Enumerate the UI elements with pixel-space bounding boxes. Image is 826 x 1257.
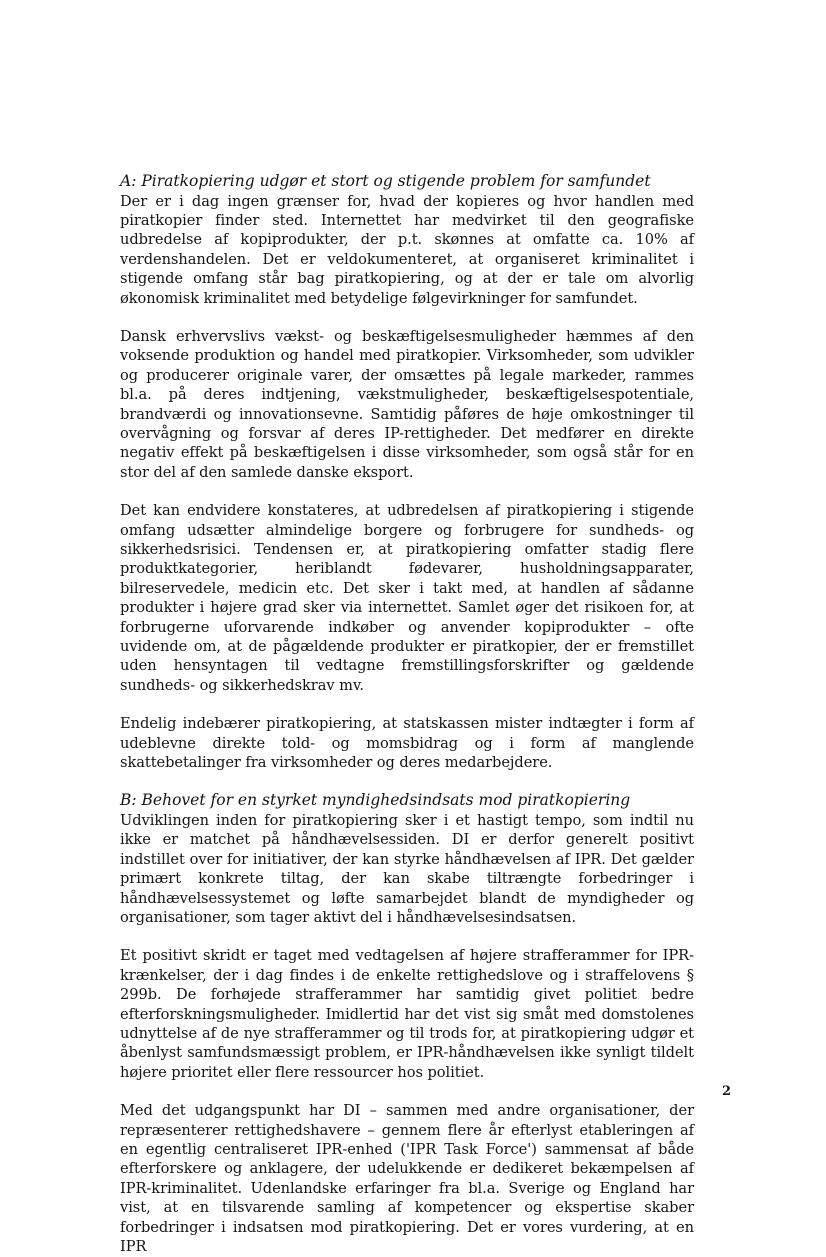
section-b-paragraph-1: Udviklingen inden for piratkopiering sker i et hastigt tempo, som indtil nu ikke er matchet på håndhævelsessiden. DI er derfor generelt positivt indstillet over for initiativer, der kan styrke håndhævelsen af IPR. Det gælder primært konkrete tiltag, der kan skabe tiltrængte forbedringer i håndhævelsessystemet og løfte samarbejdet blandt de myndigheder og organisationer, som tager aktivt del i håndhævelsesindsatsen.: [120, 811, 694, 926]
section-a-paragraph-1: Der er i dag ingen grænser for, hvad der kopieres og hvor handlen med piratkopier finder sted. Internettet har medvirket til den geografiske udbredelse af kopiprodukter, der p.t. skønnes at omfatte ca. 10% af verdenshandelen. Det er veldokumenteret, at organiseret kriminalitet i stigende omfang står bag piratkopiering, og at der er tale om alvorlig økonomisk kriminalitet med betydelige følgevirkninger for samfundet.: [120, 192, 694, 307]
section-b-paragraph-2: Et positivt skridt er taget med vedtagelsen af højere strafferammer for IPR-krænkelser, der i dag findes i de enkelte rettighedslove og i straffelovens § 299b. De forhøjede strafferammer har samtidig givet politiet bedre efterforskningsmuligheder. Imidlertid har det vist sig småt med domstolenes udnyttelse af de nye strafferammer og til trods for, at piratkopiering udgør et åbenlyst samfundsmæssigt problem, er IPR-håndhævelsen ikke synligt tildelt højere prioritet eller flere ressourcer hos politiet.: [120, 947, 694, 1081]
section-a-heading: A: Piratkopiering udgør et stort og stigende problem for samfundet: [120, 172, 651, 190]
section-a-paragraph-4: Endelig indebærer piratkopiering, at statskassen mister indtægter i form af udeblevne direkte told- og momsbidrag og i form af manglende skattebetalinger fra virksomheder og deres medarbejdere.: [120, 715, 694, 772]
document-body: [120, 172, 694, 1257]
section-a-paragraph-2: Dansk erhvervslivs vækst- og beskæftigelsesmuligheder hæmmes af den voksende produktion og handel med piratkopier. Virksomheder, som udvikler og producerer originale varer, der omsættes på legale markeder, rammes bl.a. på deres indtjening, vækstmuligheder, beskæftigelsespotentiale, brandværdi og innovationsevne. Samtidig påføres de høje omkostninger til overvågning og forsvar af deres IP-rettigheder. Det medfører en direkte negativ effekt på beskæftigelsen i disse virksomheder, som også står for en stor del af den samlede danske eksport.: [120, 327, 694, 481]
section-a-paragraph-3: Det kan endvidere konstateres, at udbredelsen af piratkopiering i stigende omfang udsætter almindelige borgere og forbrugere for sundheds- og sikkerhedsrisici. Tendensen er, at piratkopiering omfatter stadig flere produktkategorier, heriblandt fødevarer, husholdningsapparater, bilreservedele, medicin etc. Det sker i takt med, at handlen af sådanne produkter i højere grad sker via internettet. Samlet øger det risikoen for, at forbrugerne uforvarende indkøber og anvender kopiprodukter – ofte uvidende om, at de pågældende produkter er piratkopier, der er fremstillet uden hensyntagen til vedtagne fremstillingsforskrifter og gældende sundheds- og sikkerhedskrav mv.: [120, 502, 694, 694]
page-number: 2: [722, 1084, 732, 1099]
section-b-paragraph-3: Med det udgangspunkt har DI – sammen med andre organisationer, der repræsenterer rettighedshavere – gennem flere år efterlyst etableringen af en egentlig centraliseret IPR-enhed ('IPR Task Force') sammensat af både efterforskere og anklagere, der udelukkende er dedikeret bekæmpelsen af IPR-kriminalitet. Udenlandske erfaringer fra bl.a. Sverige og England har vist, at en tilsvarende samling af kompetencer og ekspertise skaber forbedringer i indsatsen mod piratkopiering. Det er vores vurdering, at en IPR: [120, 1102, 694, 1256]
section-b-heading: B: Behovet for en styrket myndighedsindsats mod piratkopiering: [120, 791, 631, 810]
